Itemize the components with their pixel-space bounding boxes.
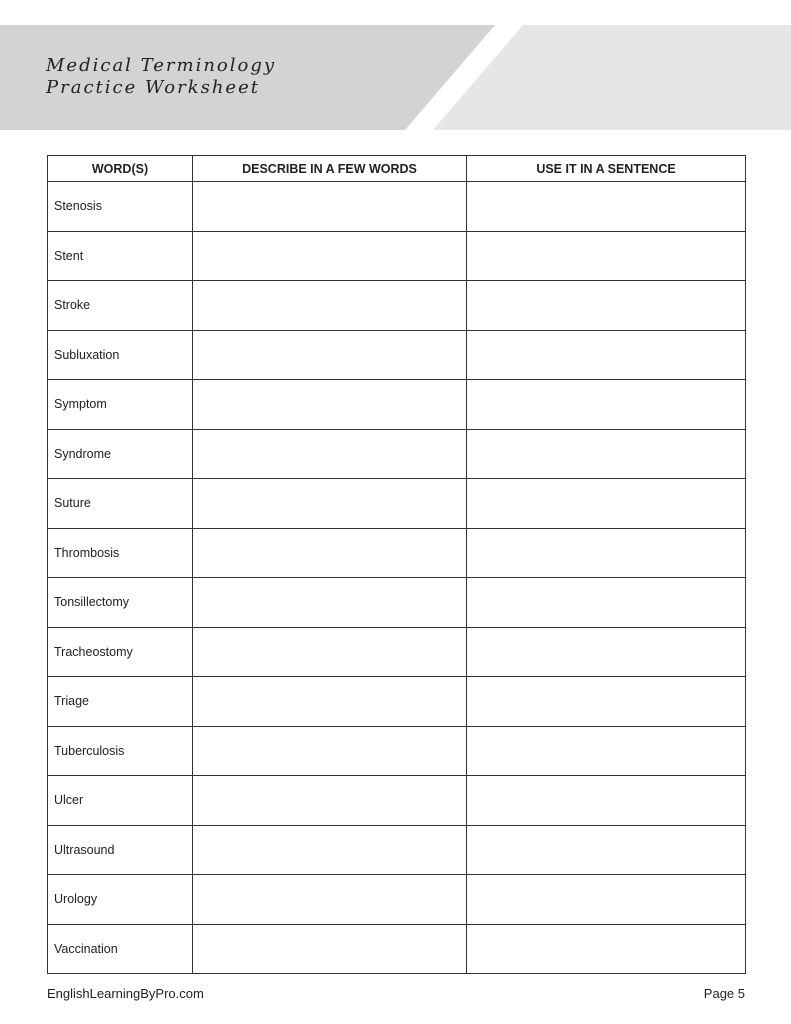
word-cell: Vaccination (48, 924, 193, 974)
describe-cell[interactable] (193, 182, 467, 232)
sentence-cell[interactable] (467, 330, 746, 380)
describe-cell[interactable] (193, 479, 467, 529)
describe-cell[interactable] (193, 825, 467, 875)
sentence-cell[interactable] (467, 726, 746, 776)
sentence-cell[interactable] (467, 479, 746, 529)
word-cell: Tonsillectomy (48, 578, 193, 628)
word-cell: Triage (48, 677, 193, 727)
describe-cell[interactable] (193, 627, 467, 677)
table-row (48, 528, 746, 578)
sentence-cell[interactable] (467, 380, 746, 430)
column-header-describe: DESCRIBE IN A FEW WORDS (193, 156, 467, 182)
word-cell: Subluxation (48, 330, 193, 380)
title-line-1: Medical Terminology (46, 55, 277, 76)
word-cell: Stent (48, 231, 193, 281)
word-cell: Syndrome (48, 429, 193, 479)
word-cell: Stenosis (48, 182, 193, 232)
describe-cell[interactable] (193, 677, 467, 727)
table-row (48, 875, 746, 925)
sentence-cell[interactable] (467, 578, 746, 628)
table-row (48, 429, 746, 479)
table-row (48, 231, 746, 281)
word-cell: Symptom (48, 380, 193, 430)
describe-cell[interactable] (193, 429, 467, 479)
footer-page-number: Page 5 (703, 986, 745, 1001)
column-header-sentence: USE IT IN A SENTENCE (467, 156, 746, 182)
sentence-cell[interactable] (467, 429, 746, 479)
table-row (48, 479, 746, 529)
sentence-cell[interactable] (467, 776, 746, 826)
table-row (48, 380, 746, 430)
table-row (48, 627, 746, 677)
table-row (48, 182, 746, 232)
describe-cell[interactable] (193, 528, 467, 578)
describe-cell[interactable] (193, 231, 467, 281)
word-cell: Tuberculosis (48, 726, 193, 776)
table-row (48, 677, 746, 727)
word-cell: Ultrasound (48, 825, 193, 875)
column-header-words: WORD(S) (48, 156, 193, 182)
banner-light-panel (433, 25, 791, 130)
sentence-cell[interactable] (467, 875, 746, 925)
word-cell: Thrombosis (48, 528, 193, 578)
describe-cell[interactable] (193, 578, 467, 628)
sentence-cell[interactable] (467, 231, 746, 281)
title-line-2: Practice Worksheet (46, 77, 260, 98)
sentence-cell[interactable] (467, 182, 746, 232)
table-row (48, 825, 746, 875)
table-row (48, 924, 746, 974)
worksheet-table (47, 155, 746, 974)
sentence-cell[interactable] (467, 627, 746, 677)
describe-cell[interactable] (193, 281, 467, 331)
footer-site: EnglishLearningByPro.com (47, 986, 204, 1001)
word-cell: Urology (48, 875, 193, 925)
describe-cell[interactable] (193, 924, 467, 974)
describe-cell[interactable] (193, 875, 467, 925)
word-cell: Tracheostomy (48, 627, 193, 677)
sentence-cell[interactable] (467, 528, 746, 578)
sentence-cell[interactable] (467, 281, 746, 331)
sentence-cell[interactable] (467, 924, 746, 974)
describe-cell[interactable] (193, 380, 467, 430)
table-row (48, 776, 746, 826)
word-cell: Suture (48, 479, 193, 529)
word-cell: Ulcer (48, 776, 193, 826)
sentence-cell[interactable] (467, 677, 746, 727)
table-row (48, 726, 746, 776)
page-title (46, 55, 276, 99)
table-row (48, 330, 746, 380)
table-row (48, 281, 746, 331)
describe-cell[interactable] (193, 726, 467, 776)
table-header-row (48, 156, 746, 182)
sentence-cell[interactable] (467, 825, 746, 875)
table-row (48, 578, 746, 628)
describe-cell[interactable] (193, 776, 467, 826)
describe-cell[interactable] (193, 330, 467, 380)
word-cell: Stroke (48, 281, 193, 331)
